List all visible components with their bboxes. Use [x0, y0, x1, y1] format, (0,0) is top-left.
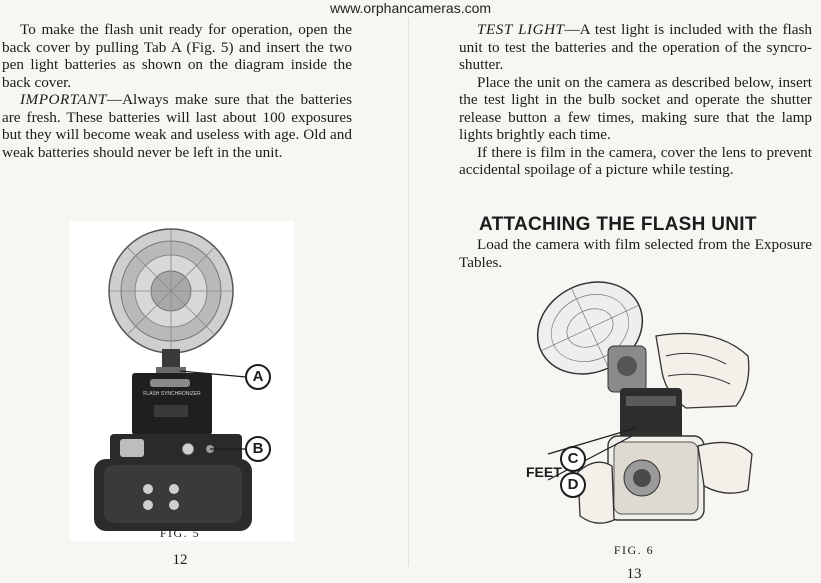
paragraph-test-light: [459, 21, 812, 74]
paragraph-film-warning: If there is film in the camera, cover the lens to prevent accidental spoilage of a picture while testing.: [459, 143, 812, 178]
page-number-left: 12: [172, 552, 188, 568]
important-label: IMPORTANT: [20, 91, 107, 108]
device-label: FLASH SYNCHRONIZER: [143, 391, 201, 397]
feet-label: FEET: [526, 464, 562, 480]
paragraph-place-unit: Place the unit on the camera as described below, insert the test light in the bulb socket and operate the shutter release button a few times, making sure that the lamp lights brightly each time.: [459, 73, 812, 143]
important-text: —Always make sure that the batteries are fresh. These batteries will last about 100 exposures but they will become weak and useless with age. Old and weak batteries should never be left in the unit.: [2, 91, 352, 161]
figure-5-caption: FIG. 5: [159, 526, 201, 540]
paragraph-important: [2, 91, 352, 161]
watermark: www.orphancameras.com: [329, 0, 492, 16]
paragraph-battery-setup: To make the flash unit ready for operation, open the back cover by pulling Tab A (Fig. 5) and insert the two pen light batteries as shown on the diagram inside the back cover.: [2, 21, 352, 91]
test-light-label: TEST LIGHT: [477, 21, 565, 38]
figure-6-attaching-flash: [516, 276, 762, 538]
right-page: [408, 18, 821, 582]
callout-c: C: [560, 446, 586, 472]
right-page-text: [459, 21, 812, 179]
callout-d: D: [560, 472, 586, 498]
paragraph-load-camera: Load the camera with film selected from the Exposure Tables.: [459, 236, 812, 271]
section-heading: ATTACHING THE FLASH UNIT: [479, 214, 757, 235]
page-number-right: 13: [626, 566, 642, 582]
figure-6-caption: FIG. 6: [613, 543, 655, 557]
callout-a: A: [245, 364, 271, 390]
left-page-text: [2, 21, 352, 161]
left-page: [0, 18, 408, 566]
right-page-text-2: [459, 236, 812, 271]
callout-b: B: [245, 436, 271, 462]
test-light-text: —A test light is included with the flash unit to test the batteries and the operation of the syncro-shutter.: [459, 21, 812, 73]
